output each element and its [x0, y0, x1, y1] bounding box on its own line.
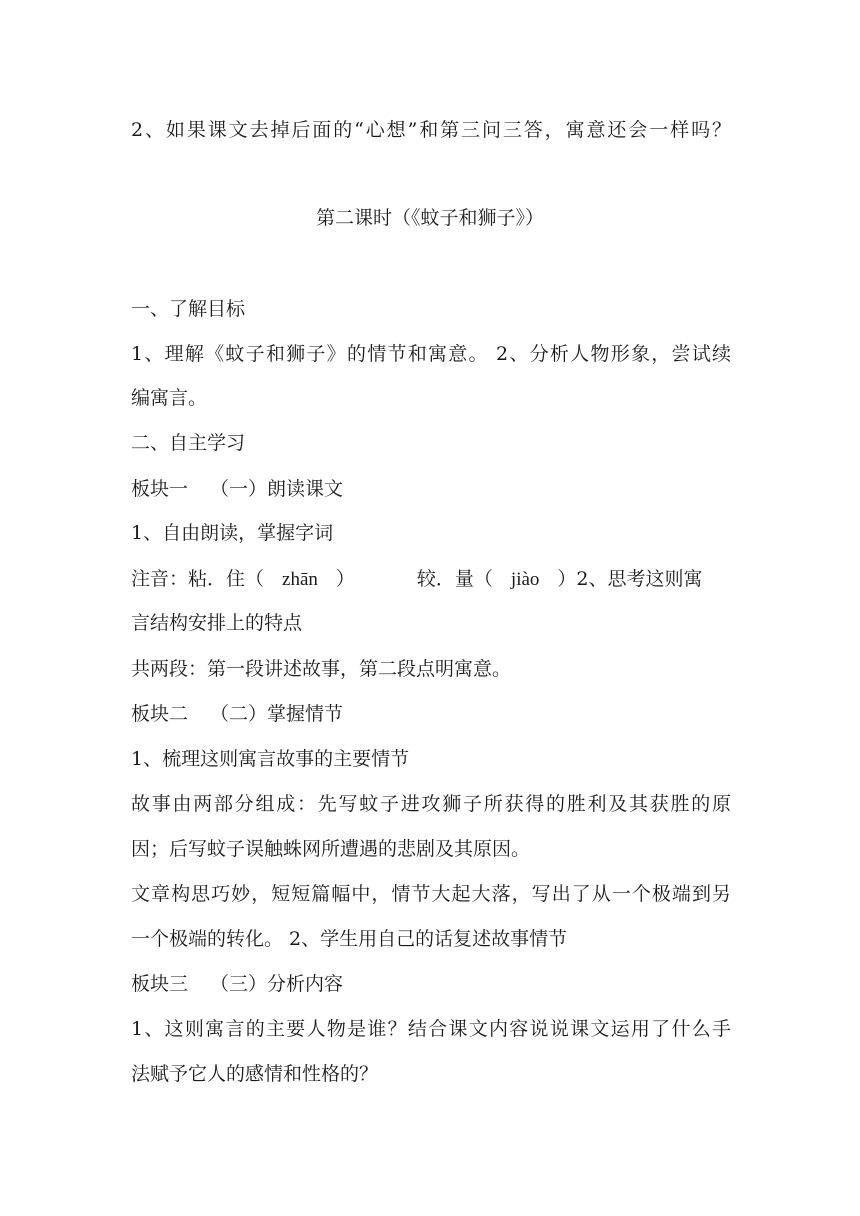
goals-line-2: 编寓言。	[131, 387, 208, 409]
block-1-title: （一）朗读课文	[210, 478, 344, 500]
block-2-label: 板块二	[131, 703, 189, 725]
pinyin-line-2: 言结构安排上的特点	[131, 612, 303, 634]
block-2-title: （二）掌握情节	[210, 703, 344, 725]
block-3-label: 板块三	[131, 973, 189, 995]
pinyin-label: 注音：粘．住（	[131, 568, 265, 590]
block-2-heading	[131, 702, 731, 726]
lesson-title: 第二课时（《蚊子和狮子》）	[315, 207, 544, 229]
plot-line-1: 故事由两部分组成：先写蚊子进攻狮子所获得的胜利及其获胜的原	[131, 793, 731, 815]
pinyin-word-2: 较．量（	[416, 568, 493, 590]
design-line-1: 文章构思巧妙，短短篇幅中，情节大起大落，写出了从一个极端到另	[131, 883, 731, 905]
analysis-line-1: 1、这则寓言的主要人物是谁？结合课文内容说说课文运用了什么手	[131, 1018, 731, 1040]
pinyin-jiao: jiào	[510, 569, 540, 590]
block-1-heading	[131, 477, 731, 501]
block-3-heading	[131, 972, 731, 996]
pinyin-line-1	[131, 567, 731, 592]
pinyin-tail: ）2、思考这则寓	[557, 568, 703, 590]
section-heading-self-study: 二、自主学习	[131, 432, 246, 454]
block-3-title: （三）分析内容	[210, 973, 344, 995]
pinyin-zhan: zhān	[282, 569, 318, 590]
question-2: 2、如果课文去掉后面的“心想”和第三问三答，寓意还会一样吗？	[131, 119, 731, 141]
analysis-line-2: 法赋予它人的感情和性格的？	[131, 1063, 379, 1085]
structure-line: 共两段：第一段讲述故事，第二段点明寓意。	[131, 658, 512, 680]
pinyin-close-1: ）	[335, 568, 355, 590]
block-1-label: 板块一	[131, 478, 189, 500]
plot-item: 1、梳理这则寓言故事的主要情节	[131, 748, 410, 770]
design-line-2: 一个极端的转化。 2、学生用自己的话复述故事情节	[131, 928, 568, 950]
section-heading-goals: 一、了解目标	[131, 298, 246, 320]
goals-line-1: 1、理解《蚊子和狮子》的情节和寓意。 2、分析人物形象，尝试续	[131, 343, 731, 365]
reading-item: 1、自由朗读，掌握字词	[131, 522, 334, 544]
plot-line-2: 因；后写蚊子误触蛛网所遭遇的悲剧及其原因。	[131, 838, 531, 860]
